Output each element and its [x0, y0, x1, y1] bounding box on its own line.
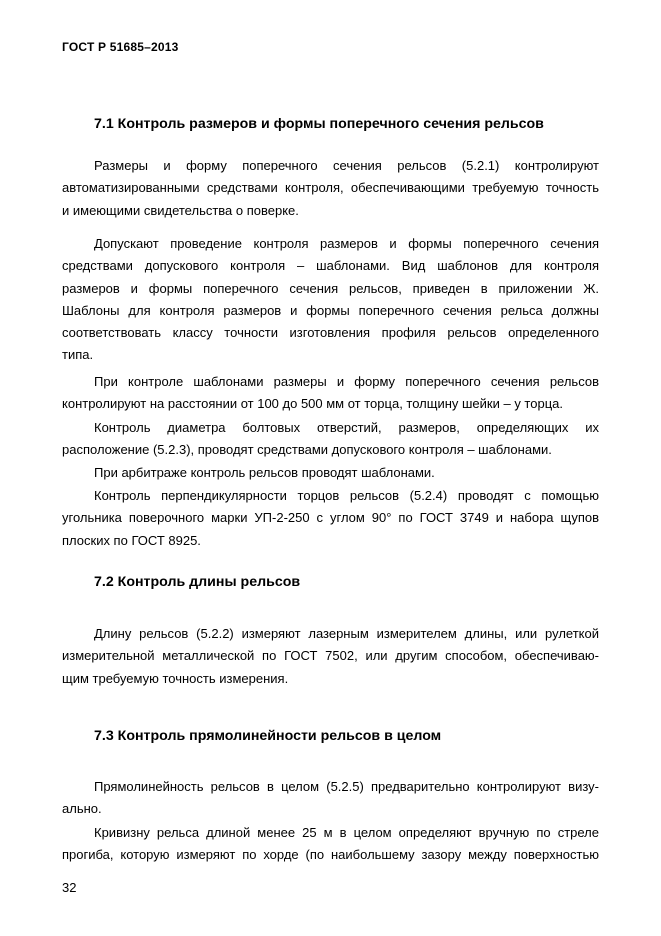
paragraph — [62, 233, 599, 367]
text-line: Прямолинейность рельсов в целом (5.2.5) предварительно контролируют визу- — [94, 779, 599, 794]
text-line: Кривизну рельса длиной менее 25 м в целом определяют вручную по стреле — [94, 825, 599, 840]
running-header: ГОСТ Р 51685–2013 — [62, 40, 179, 54]
paragraph — [62, 462, 599, 484]
text-line: типа. — [62, 347, 94, 363]
text-line: Шаблоны для контроля размеров и формы поперечного сечения рельса должны — [62, 302, 599, 318]
text-line: угольника поверочного марки УП-2-250 с углом 90° по ГОСТ 3749 и набора щупов — [62, 510, 599, 526]
paragraph — [62, 776, 599, 821]
paragraph — [62, 485, 599, 552]
text-line: расположение (5.2.3), проводят средствами допускового контроля – шаблонами. — [62, 442, 552, 458]
text-line: автоматизированными средствами контроля, обеспечивающими требуемую точность — [62, 180, 599, 196]
text-line: Длину рельсов (5.2.2) измеряют лазерным измерителем длины, или рулеткой — [94, 626, 599, 641]
text-line: размеров и формы поперечного сечения рельсов, приведен в приложении Ж. — [62, 280, 599, 296]
text-line: измерительной металлической по ГОСТ 7502, или другим способом, обеспечиваю- — [62, 648, 599, 664]
text-line: Допускают проведение контроля размеров и формы поперечного сечения — [94, 236, 599, 251]
section-heading-7-2: 7.2 Контроль длины рельсов — [94, 574, 301, 590]
text-line: контролируют на расстоянии от 100 до 500 мм от торца, толщину шейки – у торца. — [62, 396, 563, 412]
paragraph — [62, 155, 599, 222]
paragraph — [62, 417, 599, 462]
text-line: ально. — [62, 801, 102, 817]
text-line: Контроль диаметра болтовых отверстий, размеров, определяющих их — [94, 420, 599, 435]
page-number: 32 — [62, 880, 77, 895]
text-line: плоских по ГОСТ 8925. — [62, 532, 201, 548]
text-line: При контроле шаблонами размеры и форму поперечного сечения рельсов — [94, 374, 599, 389]
text-line: средствами допускового контроля – шаблонами. Вид шаблонов для контроля — [62, 258, 599, 274]
text-line: соответствовать классу точности изготовления профиля рельсов определенного — [62, 325, 599, 341]
text-line: Размеры и форму поперечного сечения рельсов (5.2.1) контролируют — [94, 158, 599, 173]
text-line: щим требуемую точность измерения. — [62, 670, 289, 686]
paragraph — [62, 822, 599, 867]
paragraph — [62, 623, 599, 690]
paragraph — [62, 371, 599, 416]
section-heading-7-3: 7.3 Контроль прямолинейности рельсов в целом — [94, 728, 442, 744]
text-line: прогиба, которую измеряют по хорде (по наибольшему зазору между поверхностью — [62, 847, 599, 863]
section-heading-7-1: 7.1 Контроль размеров и формы поперечного сечения рельсов — [94, 116, 544, 132]
text-line: При арбитраже контроль рельсов проводят шаблонами. — [94, 465, 435, 480]
text-line: и имеющими свидетельства о поверке. — [62, 202, 299, 218]
text-line: Контроль перпендикулярности торцов рельсов (5.2.4) проводят с помощью — [94, 488, 599, 503]
